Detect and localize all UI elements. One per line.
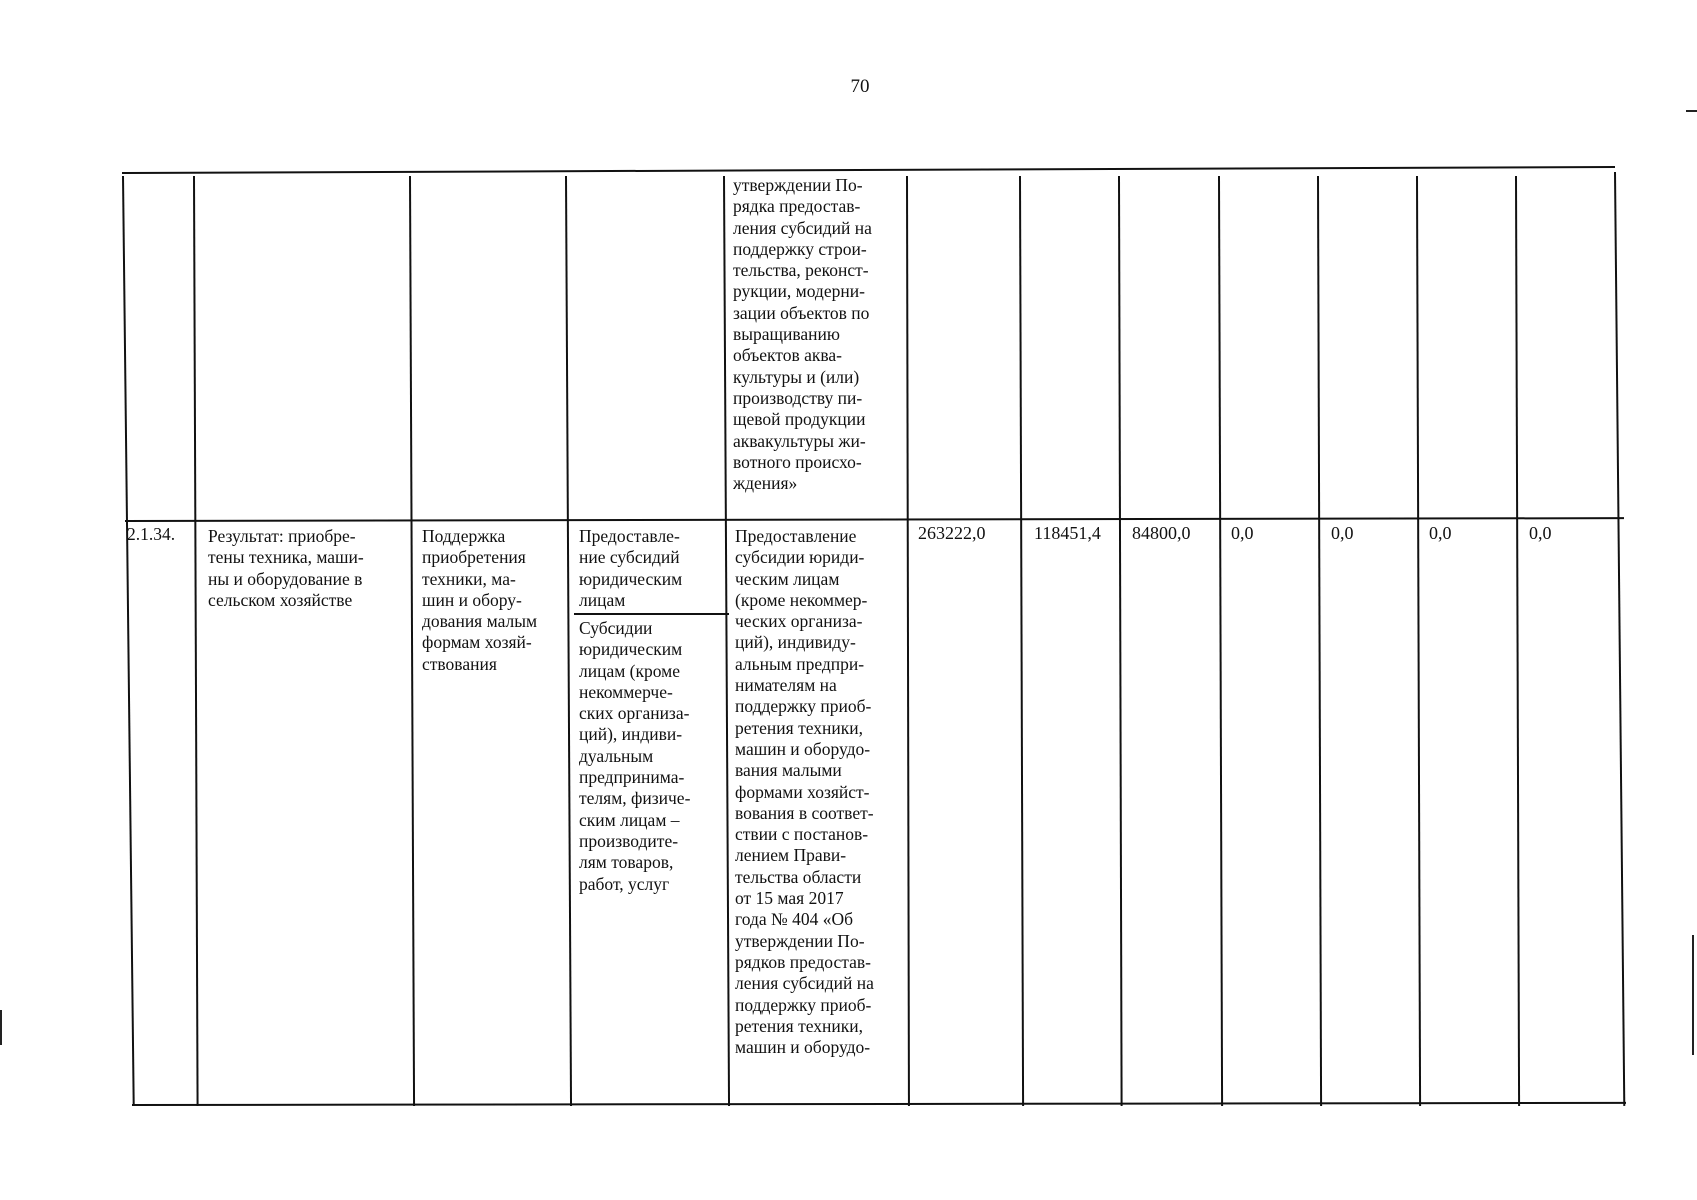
- table-col-line-3: [409, 176, 415, 1106]
- value-total: 263222,0: [918, 523, 986, 543]
- table-border-top: [122, 166, 1615, 174]
- row-number: 2.1.34.: [127, 524, 176, 544]
- table-col-line-8: [1118, 176, 1123, 1106]
- table-col-line-13: [1614, 172, 1625, 1106]
- type-text-bottom: Субсидии юридическим лицам (кроме некоммерче- ских организа- ций), индиви- дуальным предпринима- телям, физиче- ским лицам – производите- лям товаров, работ, услуг: [579, 618, 691, 894]
- table-col-line-10: [1317, 176, 1322, 1106]
- table-col-line-12: [1515, 176, 1520, 1106]
- value-col-3: 84800,0: [1132, 523, 1191, 543]
- value-col-2: 118451,4: [1034, 523, 1101, 543]
- table-col-line-7: [1019, 176, 1024, 1106]
- table-col-line-6: [906, 176, 910, 1106]
- measure-text: Поддержка приобретения техники, ма- шин и обору- дования малым формам хозяй- ствования: [422, 526, 538, 674]
- table-col-line-9: [1218, 176, 1223, 1106]
- type-cell-divider: [574, 613, 729, 615]
- page-number: 70: [850, 76, 870, 97]
- table-col-line-5: [723, 176, 730, 1106]
- table-col-line-4: [565, 176, 572, 1106]
- value-col-4: 0,0: [1231, 523, 1254, 543]
- value-col-6: 0,0: [1429, 523, 1452, 543]
- legal-basis-text-continued: утверждении По- рядка предостав- ления субсидий на поддержку строи- тельства, реконст- рукции, модерни- зации объектов по выращиванию объектов аква- культуры и (или) производству пи- щевой продукции аквакультуры жи- вотного происхо- ждения»: [733, 175, 872, 494]
- type-text-top: Предоставле- ние субсидий юридическим лицам: [579, 526, 683, 610]
- table-col-line-2: [193, 176, 199, 1106]
- value-col-5: 0,0: [1331, 523, 1354, 543]
- result-text: Результат: приобре- тены техника, маши- ны и оборудование в сельском хозяйстве: [208, 526, 364, 610]
- value-col-7: 0,0: [1529, 523, 1552, 543]
- table-col-line-11: [1416, 176, 1421, 1106]
- table-col-line-1: [122, 176, 135, 1106]
- table-row-divider: [125, 517, 1624, 522]
- legal-basis-text: Предоставление субсидии юриди- ческим лицам (кроме некоммер- ческих организа- ций), индивиду- альным предпри- нимателям на поддержку приоб- ретения техники, машин и оборудо- вания малыми формами хозяйст- вования в соответ- ствии с постанов- лением Прави- тельства области от 15 мая 2017 года № 404 «Об утверждении По- рядков предостав- ления субсидий на поддержку приоб- ретения техники, машин и оборудо-: [735, 526, 874, 1058]
- table-border-bottom: [132, 1102, 1626, 1106]
